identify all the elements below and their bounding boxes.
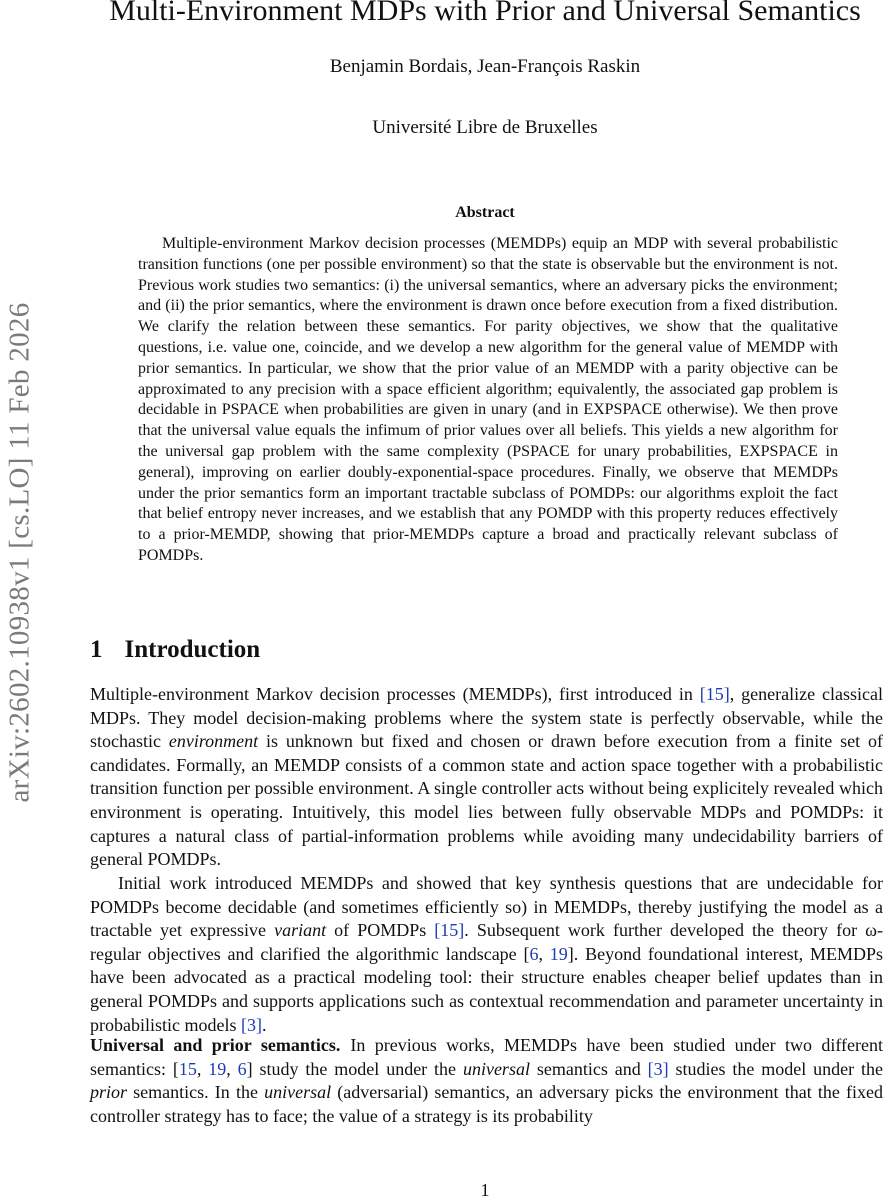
text-span: semantics. In the <box>127 1082 265 1103</box>
paper-affiliation: Université Libre de Bruxelles <box>372 117 598 138</box>
text-span: . <box>261 1014 267 1035</box>
emphasis-text: universal <box>264 1082 332 1103</box>
paper-title: Multi-Environment MDPs with Prior and Universal Semantics <box>109 0 861 27</box>
text-span: ]. Beyond foundational interest, MEMDPs have been advocated as a practical modeling tool: their structure enables cheaper belief updates than in general POMDPs and supports applications such as contextual recommendation and parameter uncertainty in probabilistic models <box>90 943 883 1035</box>
paragraph-heading: Universal and prior semantics. <box>90 1035 341 1055</box>
citation-link[interactable]: [3] <box>647 1058 669 1079</box>
section-title: Introduction <box>124 636 261 663</box>
emphasis-text: prior <box>90 1082 128 1103</box>
text-span: semantics and <box>529 1058 648 1079</box>
intro-paragraph-1 <box>90 683 883 872</box>
text-span: In previous works, MEMDPs have been studied under two different semantics: [ <box>90 1035 883 1079</box>
text-span: , <box>226 1058 238 1079</box>
abstract-heading: Abstract <box>455 204 515 221</box>
citation-link[interactable]: [15] <box>434 920 465 941</box>
citation-link[interactable]: 19 <box>549 943 568 964</box>
citation-link[interactable]: 15 <box>178 1058 197 1079</box>
text-span: , <box>196 1058 209 1079</box>
emphasis-text: universal <box>462 1058 530 1079</box>
text-span: Multiple-environment Markov decision processes (MEMDPs), first introduced in <box>90 684 700 704</box>
text-span: is unknown but fixed and chosen or drawn before execution from a finite set of candidates. Formally, an MEMDP consists of a common state and action space together with a probabilistic transition function per possible environment. A single controller acts without being explicitely revealed which environment is operating. Intuitively, this model lies between fully observable MDPs and POMDPs: it captures a natural class of partial-information problems while avoiding many undecidability barriers of general POMDPs. <box>90 731 883 870</box>
text-span: , generalize classical MDPs. They model decision-making problems where the system state is perfectly observable, while the stochastic <box>90 684 883 752</box>
text-span: ] study the model under the <box>246 1058 463 1079</box>
section-heading <box>90 636 260 664</box>
page-number: 1 <box>480 1180 490 1200</box>
emphasis-text: variant <box>274 920 327 941</box>
arxiv-identifier-stamp <box>0 232 40 872</box>
paper-authors: Benjamin Bordais, Jean-François Raskin <box>329 56 641 77</box>
citation-link[interactable]: 19 <box>208 1058 227 1079</box>
citation-link[interactable]: 6 <box>237 1058 247 1079</box>
text-span: , <box>538 943 550 964</box>
text-span: of POMDPs <box>326 920 435 941</box>
text-span: . Subsequent work further developed the theory for ω-regular objectives and clarified the algorithmic landscape [ <box>90 920 883 964</box>
citation-link[interactable]: [3] <box>240 1014 262 1035</box>
abstract-text: Multiple-environment Markov decision processes (MEMDPs) equip an MDP with several probabilistic transition functions (one per possible environment) so that the state is observable but the environment is not. Previous work studies two semantics: (i) the universal semantics, where an adversary picks the environment; and (ii) the prior semantics, where the environment is drawn once before execution from a fixed distribution. We clarify the relation between these semantics. For parity objectives, we show that the qualitative questions, i.e. value one, coincide, and we develop a new algorithm for the general value of MEMDP with prior semantics. In particular, we show that the prior value of an MEMDP with a parity objective can be approximated to any precision with a space efficient algorithm; equivalently, the associated gap problem is decidable in PSPACE when probabilities are given in unary (and in EXPSPACE otherwise). We then prove that the universal value equals the infimum of prior values over all beliefs. This yields a new algorithm for the universal gap problem with the same complexity (PSPACE for unary probabilities, EXPSPACE in general), improving on earlier doubly-exponential-space procedures. Finally, we observe that MEMDPs under the prior semantics form an important tractable subclass of POMDPs: our algorithms exploit the fact that belief entropy never increases, and we establish that any POMDP with this property reduces effectively to a prior-MEMDP, showing that prior-MEMDPs capture a broad and practically relevant subclass of POMDPs. <box>138 235 838 564</box>
text-span: Initial work introduced MEMDPs and showed that key synthesis questions that are undecidable for POMDPs become decidable (and sometimes efficiently so) in MEMDPs, thereby justifying the model as a tractable yet expressive <box>90 873 883 941</box>
arxiv-identifier-text: arXiv:2602.10938v1 [cs.LO] 11 Feb 2026 <box>3 301 36 803</box>
text-span: (adversarial) semantics, an adversary picks the environment that the fixed controller strategy has to face; the value of a strategy is its probability <box>90 1082 883 1126</box>
text-span: studies the model under the <box>668 1058 883 1079</box>
emphasis-text: environment <box>168 731 259 752</box>
section-number: 1 <box>90 636 103 663</box>
citation-link[interactable]: 6 <box>529 943 539 964</box>
citation-link[interactable]: [15] <box>699 684 730 704</box>
intro-paragraph-2 <box>90 872 883 1037</box>
intro-paragraph-3 <box>90 1034 883 1128</box>
